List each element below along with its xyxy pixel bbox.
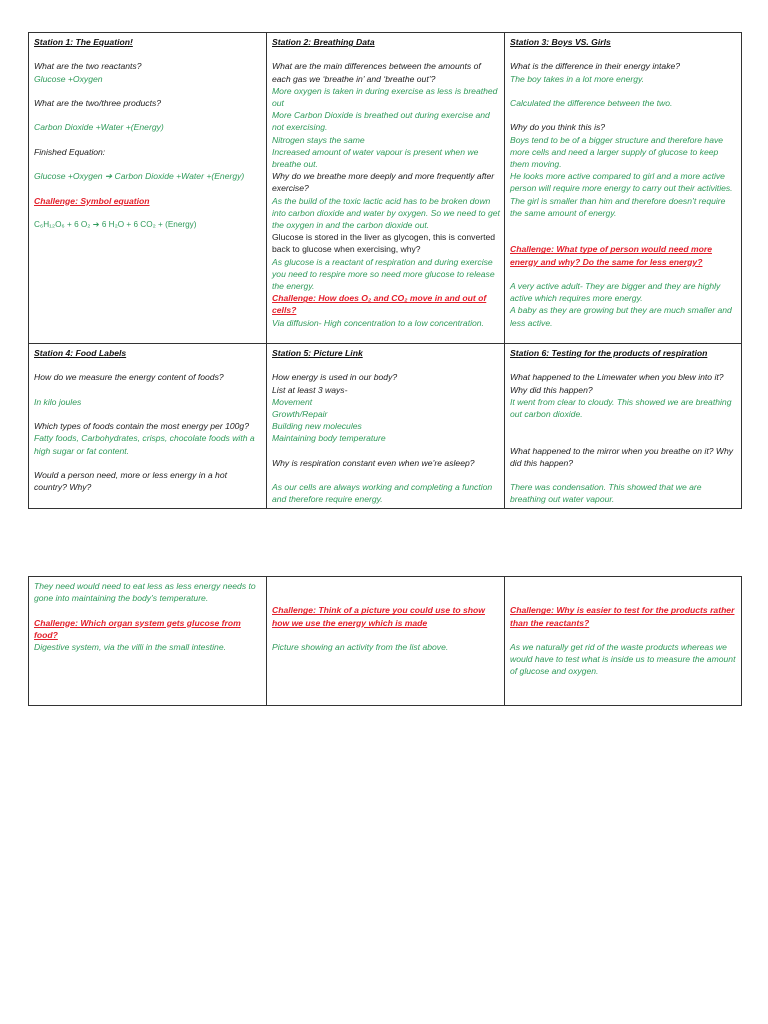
answer-text: It went from clear to cloudy. This showed we are breathing out carbon dioxide. xyxy=(510,396,732,419)
station-1-cell xyxy=(29,33,266,343)
answer-text: Fatty foods, Carbohydrates, crisps, chocolate foods with a high sugar or fat content. xyxy=(34,433,255,456)
answer-text: Maintaining body temperature xyxy=(272,433,386,444)
answer-text: More Carbon Dioxide is breathed out during exercise and not exercising. xyxy=(272,110,490,133)
challenge-text: Challenge: Why is easier to test for the products rather than the reactants? xyxy=(510,605,735,628)
answer-text: There was condensation. This showed that we are breathing out water vapour. xyxy=(510,482,702,505)
question-text: What is the difference in their energy intake? xyxy=(510,61,681,72)
blank-line xyxy=(272,359,500,371)
blank-line xyxy=(34,109,262,121)
blank-line xyxy=(510,420,738,432)
blank-line xyxy=(510,219,738,231)
station-6-cell xyxy=(504,343,742,509)
challenge-text: Challenge: What type of person would need more energy and why? Do the same for less energy? xyxy=(510,244,712,267)
answer-text: He looks more active compared to girl and a more active person will require more energy to carry out their activities. xyxy=(510,171,733,194)
station-heading: Station 1: The Equation! xyxy=(34,37,133,47)
station-5-continued-cell xyxy=(266,577,504,705)
station-heading: Station 5: Picture Link xyxy=(272,348,363,358)
blank-line xyxy=(272,629,500,641)
answer-text: A very active adult- They are bigger and they are highly active which requires more energy. xyxy=(510,280,721,304)
blank-line xyxy=(34,158,262,170)
blank-line xyxy=(272,445,500,457)
station-4-continued-cell xyxy=(29,577,266,705)
answer-text: They need would need to eat less as less energy needs to gone into maintaining the body’s temperature. xyxy=(34,581,256,604)
question-text: How energy is used in our body? xyxy=(272,372,398,383)
blank-line xyxy=(510,469,738,481)
question-text: Which types of foods contain the most energy per 100g? xyxy=(34,421,249,432)
answer-text: Via diffusion- High concentration to a low concentration. xyxy=(272,317,484,328)
answer-text: In kilo joules xyxy=(34,396,82,407)
question-text: What are the two/three products? xyxy=(34,97,162,108)
blank-line xyxy=(34,384,262,396)
answer-text: Calculated the difference between the two. xyxy=(510,97,673,108)
blank-line xyxy=(510,432,738,444)
station-heading: Station 6: Testing for the products of respiration xyxy=(510,348,708,358)
question-text: Why is respiration constant even when we’re asleep? xyxy=(272,457,475,468)
answer-text: A baby as they are growing but they are much smaller and less active. xyxy=(510,305,732,328)
station-6-continued-cell xyxy=(504,577,742,705)
answer-text: Boys tend to be of a bigger structure and therefore have more cells and need a larger supply of glucose to keep them moving. xyxy=(510,134,724,169)
answer-text: As we naturally get rid of the waste products whereas we would have to test what is inside us to measure the amount of glucose and oxygen. xyxy=(510,641,736,677)
answer-text: Digestive system, via the villi in the small intestine. xyxy=(34,642,226,652)
blank-line xyxy=(34,134,262,146)
challenge-text: Challenge: Think of a picture you could use to show how we use the energy which is made xyxy=(272,605,485,628)
blank-line xyxy=(510,592,738,604)
answer-text: The boy takes in a lot more energy. xyxy=(510,73,645,84)
question-text: How do we measure the energy content of foods? xyxy=(34,372,224,383)
blank-line xyxy=(272,592,500,604)
blank-line xyxy=(510,580,738,592)
station-heading: Station 2: Breathing Data xyxy=(272,37,375,47)
question-text: Glucose is stored in the liver as glycogen, this is converted back to glucose when exercising, why? xyxy=(272,232,496,255)
continuation-table xyxy=(28,576,742,706)
blank-line xyxy=(34,457,262,469)
station-heading: Station 4: Food Labels xyxy=(34,348,127,358)
question-text: Why do you think this is? xyxy=(510,122,606,133)
blank-line xyxy=(272,48,500,60)
blank-line xyxy=(510,85,738,97)
blank-line xyxy=(272,469,500,481)
answer-text: Movement xyxy=(272,396,313,407)
blank-line xyxy=(34,604,262,616)
answer-text: Picture showing an activity from the list above. xyxy=(272,641,449,652)
blank-line xyxy=(510,268,738,280)
question-text: What happened to the mirror when you breathe on it? Why did this happen? xyxy=(510,445,734,468)
blank-line xyxy=(34,408,262,420)
blank-line xyxy=(510,629,738,641)
answer-text: Building new molecules xyxy=(272,421,362,432)
question-text: Finished Equation: xyxy=(34,146,106,157)
answer-text: Nitrogen stays the same xyxy=(272,134,365,145)
answer-text: Glucose +Oxygen xyxy=(34,73,103,84)
answer-text: The girl is smaller than him and therefore doesn’t require the same amount of energy. xyxy=(510,195,726,218)
question-text: List at least 3 ways- xyxy=(272,384,348,395)
blank-line xyxy=(34,182,262,194)
blank-line xyxy=(34,48,262,60)
blank-line xyxy=(510,231,738,243)
stations-table xyxy=(28,32,742,509)
answer-text: Growth/Repair xyxy=(272,409,328,419)
answer-text: As the build of the toxic lactic acid has to be broken down into carbon dioxide and water by oxygen. So we need to get the oxygen in and the carbon dioxide out. xyxy=(272,195,500,231)
symbol-equation: C₆H₁₂O₆ + 6 O₂ ➔ 6 H₂O + 6 CO₂ + (Energy) xyxy=(34,219,197,229)
station-heading: Station 3: Boys VS. Girls xyxy=(510,37,611,47)
station-5-cell xyxy=(266,343,504,509)
station-4-cell xyxy=(29,343,266,509)
station-3-cell xyxy=(504,33,742,343)
blank-line xyxy=(34,85,262,97)
answer-text: As glucose is a reactant of respiration and during exercise you need to respire more so need more glucose to release the energy. xyxy=(272,256,495,292)
challenge-text: Challenge: Symbol equation xyxy=(34,195,150,206)
question-text: What happened to the Limewater when you blew into it? Why did this happen? xyxy=(510,372,724,395)
blank-line xyxy=(272,580,500,592)
question-text: What are the two reactants? xyxy=(34,61,142,72)
blank-line xyxy=(510,359,738,371)
answer-text: Increased amount of water vapour is present when we breathe out. xyxy=(272,146,479,170)
blank-line xyxy=(34,207,262,219)
question-text: Why do we breathe more deeply and more frequently after exercise? xyxy=(272,171,495,194)
question-text: What are the main differences between the amounts of each gas we ‘breathe in’ and ‘breathe out’? xyxy=(272,61,481,84)
answer-text: Glucose +Oxygen ➔ Carbon Dioxide +Water +(Energy) xyxy=(34,171,245,182)
question-text: Would a person need, more or less energy in a hot country? Why? xyxy=(34,469,227,493)
answer-text: More oxygen is taken in during exercise as less is breathed out xyxy=(272,85,498,108)
challenge-text: Challenge: How does O₂ and CO₂ move in and out of cells? xyxy=(272,293,487,316)
challenge-text: Challenge: Which organ system gets glucose from food? xyxy=(34,617,241,640)
blank-line xyxy=(510,48,738,60)
blank-line xyxy=(34,359,262,371)
answer-text: As our cells are always working and completing a function and therefore require energy. xyxy=(272,482,493,505)
blank-line xyxy=(510,109,738,121)
station-2-cell xyxy=(266,33,504,343)
answer-text: Carbon Dioxide +Water +(Energy) xyxy=(34,122,164,133)
